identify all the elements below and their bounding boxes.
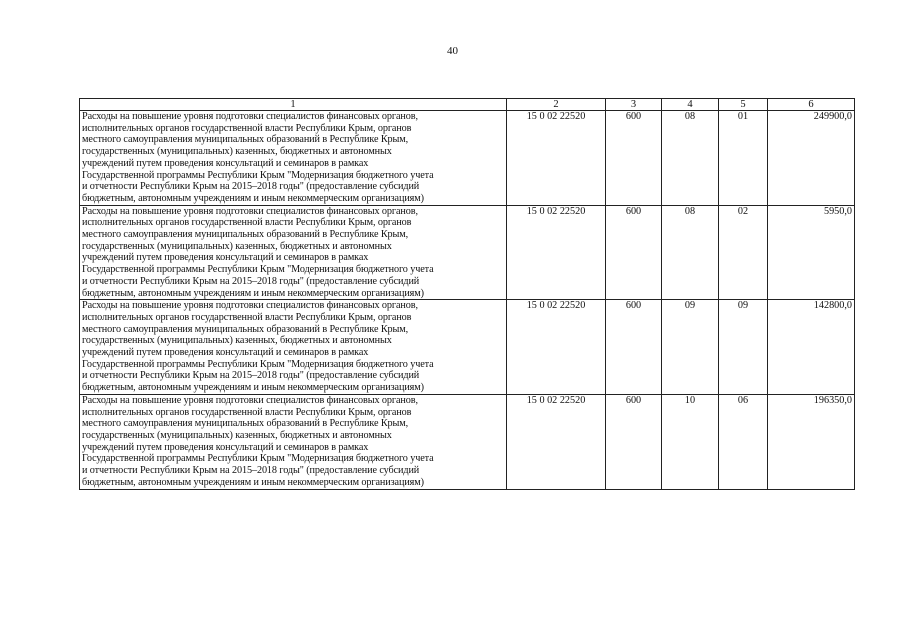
- table-row: [80, 205, 855, 300]
- amount: 249900,0: [768, 111, 855, 206]
- description-line: государственных (муниципальных) казенных, бюджетных и автономных: [82, 429, 392, 441]
- description-line: и отчетности Республики Крым на 2015–2018 годы" (предоставление субсидий: [82, 275, 420, 287]
- expense-type-code: 600: [606, 205, 662, 300]
- section-code: 08: [662, 205, 719, 300]
- description-line: Расходы на повышение уровня подготовки специалистов финансовых органов,: [82, 205, 418, 217]
- description-line: Расходы на повышение уровня подготовки специалистов финансовых органов,: [82, 394, 418, 406]
- expense-description: [80, 111, 507, 206]
- description-line: местного самоуправления муниципальных образований в Республике Крым,: [82, 134, 409, 146]
- table-header-row: [80, 99, 855, 111]
- column-header-3: 3: [606, 99, 662, 111]
- description-line: бюджетным, автономным учреждениям и иным некоммерческим организациям): [82, 476, 424, 488]
- description-line: бюджетным, автономным учреждениям и иным некоммерческим организациям): [82, 287, 424, 299]
- subsection-code: 01: [719, 111, 768, 206]
- description-line: Государственной программы Республики Крым "Модернизация бюджетного учета: [82, 358, 434, 370]
- section-code: 10: [662, 394, 719, 489]
- description-line: местного самоуправления муниципальных образований в Республике Крым,: [82, 323, 409, 335]
- page-number: 40: [447, 45, 458, 57]
- expense-description: [80, 205, 507, 300]
- description-line: государственных (муниципальных) казенных, бюджетных и автономных: [82, 146, 392, 158]
- table-row: [80, 111, 855, 206]
- amount: 5950,0: [768, 205, 855, 300]
- column-header-2: 2: [507, 99, 606, 111]
- description-line: учреждений путем проведения консультаций и семинаров в рамках: [82, 441, 369, 453]
- description-line: и отчетности Республики Крым на 2015–2018 годы" (предоставление субсидий: [82, 181, 420, 193]
- target-article-code: 15 0 02 22520: [507, 111, 606, 206]
- subsection-code: 06: [719, 394, 768, 489]
- expense-description: [80, 394, 507, 489]
- description-line: Расходы на повышение уровня подготовки специалистов финансовых органов,: [82, 300, 418, 312]
- target-article-code: 15 0 02 22520: [507, 205, 606, 300]
- expense-description: [80, 300, 507, 395]
- section-code: 08: [662, 111, 719, 206]
- description-line: бюджетным, автономным учреждениям и иным некоммерческим организациям): [82, 192, 424, 204]
- expense-type-code: 600: [606, 394, 662, 489]
- subsection-code: 09: [719, 300, 768, 395]
- column-header-1: 1: [80, 99, 507, 111]
- description-line: Государственной программы Республики Крым "Модернизация бюджетного учета: [82, 169, 434, 181]
- description-line: и отчетности Республики Крым на 2015–2018 годы" (предоставление субсидий: [82, 465, 420, 477]
- column-header-4: 4: [662, 99, 719, 111]
- table-row: [80, 300, 855, 395]
- subsection-code: 02: [719, 205, 768, 300]
- amount: 196350,0: [768, 394, 855, 489]
- target-article-code: 15 0 02 22520: [507, 394, 606, 489]
- description-line: Расходы на повышение уровня подготовки специалистов финансовых органов,: [82, 111, 418, 122]
- description-line: учреждений путем проведения консультаций и семинаров в рамках: [82, 252, 369, 264]
- description-line: местного самоуправления муниципальных образований в Республике Крым,: [82, 229, 409, 241]
- table-row: [80, 394, 855, 489]
- amount: 142800,0: [768, 300, 855, 395]
- description-line: исполнительных органов государственной власти Республики Крым, органов: [82, 406, 412, 418]
- budget-table: [79, 98, 855, 490]
- description-line: Государственной программы Республики Крым "Модернизация бюджетного учета: [82, 264, 434, 276]
- column-header-5: 5: [719, 99, 768, 111]
- target-article-code: 15 0 02 22520: [507, 300, 606, 395]
- description-line: государственных (муниципальных) казенных, бюджетных и автономных: [82, 240, 392, 252]
- description-line: местного самоуправления муниципальных образований в Республике Крым,: [82, 418, 409, 430]
- description-line: государственных (муниципальных) казенных, бюджетных и автономных: [82, 335, 392, 347]
- description-line: учреждений путем проведения консультаций и семинаров в рамках: [82, 347, 369, 359]
- expense-type-code: 600: [606, 111, 662, 206]
- description-line: исполнительных органов государственной власти Республики Крым, органов: [82, 122, 412, 134]
- description-line: исполнительных органов государственной власти Республики Крым, органов: [82, 217, 412, 229]
- description-line: исполнительных органов государственной власти Республики Крым, органов: [82, 311, 412, 323]
- description-line: и отчетности Республики Крым на 2015–2018 годы" (предоставление субсидий: [82, 370, 420, 382]
- description-line: учреждений путем проведения консультаций и семинаров в рамках: [82, 157, 369, 169]
- description-line: бюджетным, автономным учреждениям и иным некоммерческим организациям): [82, 382, 424, 394]
- column-header-6: 6: [768, 99, 855, 111]
- description-line: Государственной программы Республики Крым "Модернизация бюджетного учета: [82, 453, 434, 465]
- section-code: 09: [662, 300, 719, 395]
- expense-type-code: 600: [606, 300, 662, 395]
